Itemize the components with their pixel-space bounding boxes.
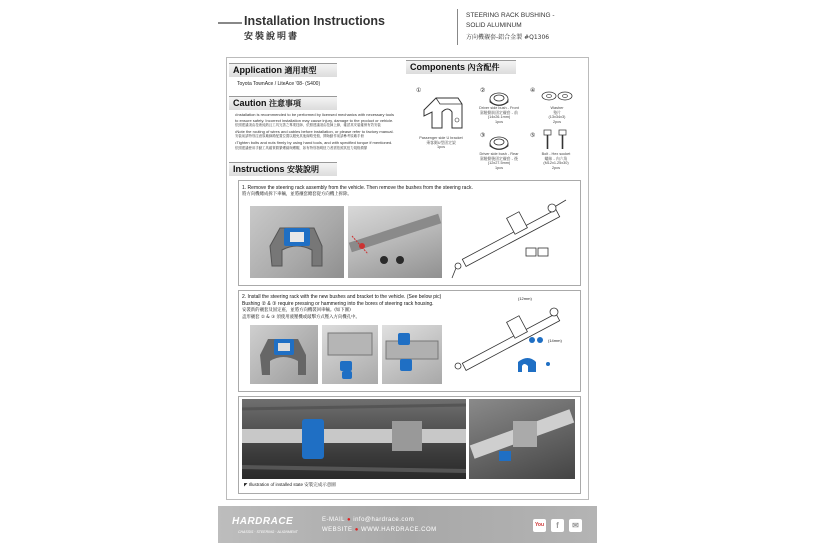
front-bush-drawing bbox=[485, 87, 513, 107]
document-subtitle-zh: 安裝說明書 bbox=[244, 32, 300, 42]
step-2-text-zh-2: 盃形襯套 ② & ③ 須使用液壓機或敲擊方式壓入方向機孔中。 bbox=[242, 315, 360, 320]
product-name-line2: SOLID ALUMINUM bbox=[466, 22, 522, 29]
youtube-icon[interactable]: You bbox=[533, 519, 546, 532]
step-1-text-zh: 將方向機總成拆下車輛，並將襯套總套從方向機上拆除。 bbox=[242, 192, 352, 197]
footer-website: WEBSITE ● WWW.HARDRACE.COM bbox=[322, 527, 437, 533]
step-1-photo-rack bbox=[348, 206, 442, 278]
header-accent-line bbox=[218, 22, 242, 24]
step-2-text-bushing: Bushing ② & ③ require pressing or hammering into the bores of steering rack housing. bbox=[242, 301, 434, 307]
component-4-label: Washer 墊片 (13x34x3) 2pcs bbox=[548, 106, 566, 124]
caution-text: •Installation is recommended to be performed by licensed mechanics with necessary tools to ensure safety. Incorrect installation may cause injury, damage to the product or vehicle. 依照建議須由技術純熟且工具完善之專業技師，依照建議須由技師上線，確認其安裝確保有效安裝 •Note the routing of wires and cables before installation, or please refer to factory manual. 安裝前請特別注意原廠線路配置位置以避免其他線路受損，開始動作前請參考原廠手冊 •Tighten bolts and nuts firmly by using hand tools, and with specified torque if mentioned. 依照建議使用手動工具確實鎖緊螺絲與螺帽，如有特別指明扭力者需依照其扭力規格鎖緊 bbox=[235, 112, 395, 150]
component-5-label: Bolt - Hex socket 螺絲 - 內六角 (M12x1.25x30) 2pcs bbox=[541, 152, 571, 170]
components-heading: Components 內含配件 bbox=[406, 60, 516, 74]
footer-email: E-MAIL ● info@hardrace.com bbox=[322, 517, 415, 523]
u-bracket-drawing bbox=[418, 90, 466, 134]
step-2-photo-bushings bbox=[322, 325, 378, 384]
brand-tagline: CHASSIS · STEERING · ALIGNMENT bbox=[238, 530, 298, 534]
component-2-label: Driver side bush - Front 駕駛側前固定襯套 - 前 (14x26.1mm) 1pcs bbox=[479, 106, 519, 124]
installed-photo-main bbox=[242, 399, 466, 479]
component-1-number: ① bbox=[416, 88, 422, 94]
component-5-number: ⑤ bbox=[530, 133, 536, 139]
step-2-rack-diagram bbox=[448, 300, 574, 386]
installed-caption: ◤ Illustration of installed state 安裝完成示意圖 bbox=[244, 482, 336, 487]
washer-drawing bbox=[540, 89, 574, 103]
rear-bush-drawing bbox=[485, 131, 513, 151]
label-12mm: (12mm) bbox=[518, 296, 532, 301]
brand-logo: HARDRACE bbox=[232, 516, 294, 527]
component-1-label: Passenger side U bracket 乘客側U型固定架 1pcs bbox=[419, 136, 463, 150]
facebook-icon[interactable]: f bbox=[551, 519, 564, 532]
product-name-line1: STEERING RACK BUSHING - bbox=[466, 12, 555, 19]
header-divider bbox=[457, 9, 458, 45]
step-1-photo-bracket bbox=[250, 206, 344, 278]
hex-bolt-drawing bbox=[541, 128, 571, 152]
step-1-text: 1. Remove the steering rack assembly from the vehicle. Then remove the bushes from the steering rack. bbox=[242, 185, 473, 191]
installed-photo-detail bbox=[469, 399, 575, 479]
component-3-label: Driver side bush - Rear 駕駛側後固定襯套 - 後 (12x27.5mm) 1pcs bbox=[479, 152, 519, 170]
step-1-rack-diagram bbox=[448, 196, 574, 280]
step-2-text: 2. Install the steering rack with the new bushes and bracket to the vehicle. (See below pic) bbox=[242, 294, 442, 300]
step-2-photo-installed bbox=[382, 325, 442, 384]
application-vehicle: Toyota TownAce / LiteAce '08- (S400) bbox=[237, 81, 321, 87]
step-2-photo-bracket bbox=[250, 325, 318, 384]
caption-arrow-icon: ◤ bbox=[244, 482, 248, 487]
component-4-number: ④ bbox=[530, 88, 536, 94]
label-14mm: (14mm) bbox=[548, 338, 562, 343]
step-2-text-zh: 安裝新的襯套及固定座，並將方向機裝回車輛。(如下圖) bbox=[242, 308, 351, 313]
component-2-number: ② bbox=[480, 88, 486, 94]
wechat-icon[interactable]: ✉ bbox=[569, 519, 582, 532]
instructions-heading: Instructions 安裝說明 bbox=[229, 162, 337, 176]
application-heading: Application 適用車型 bbox=[229, 63, 337, 77]
product-name-line3: 方向機襯套-鋁合金製 #Q1306 bbox=[466, 34, 550, 41]
component-3-number: ③ bbox=[480, 133, 486, 139]
document-title: Installation Instructions bbox=[244, 14, 385, 28]
caution-heading: Caution 注意事項 bbox=[229, 96, 337, 110]
